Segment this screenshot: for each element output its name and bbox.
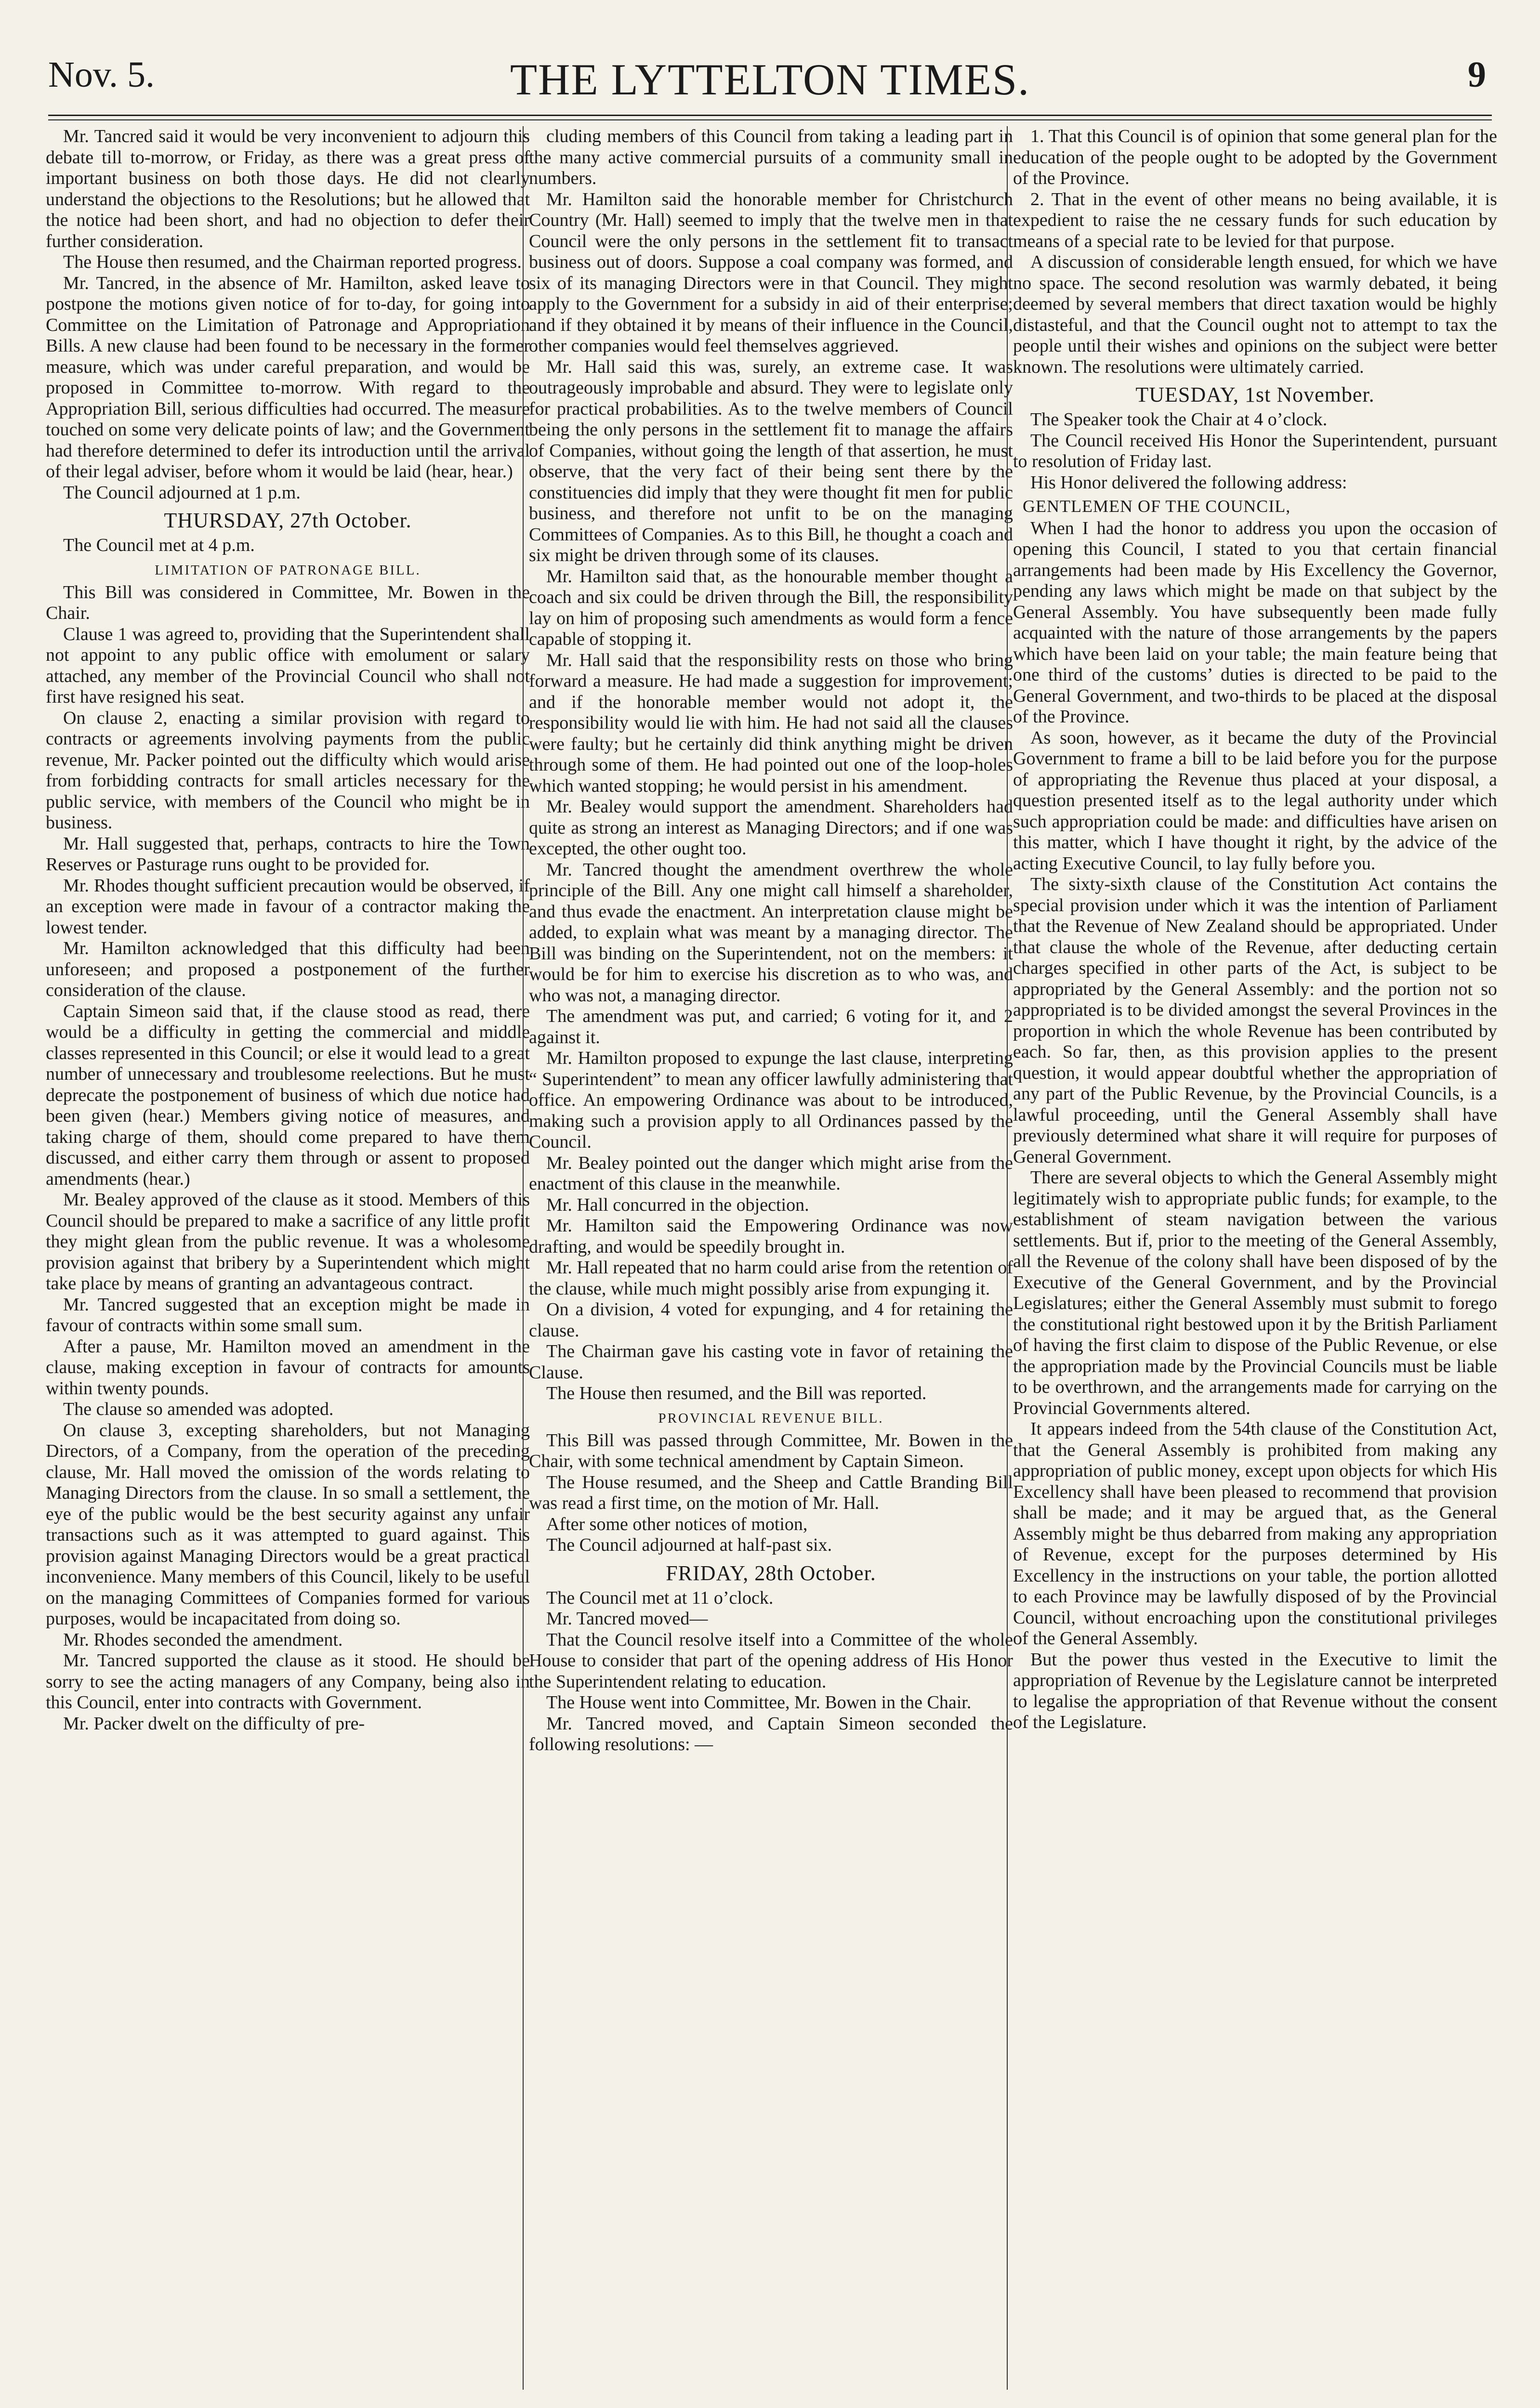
article-paragraph: A discussion of considerable length ensued, for which we have no space. The second resolution was warmly debated, it being deemed by several members that direct taxation would be highly distasteful, and that the Council ought not to attempt to tax the people until their wishes and opinions on the subject were better known. The resolutions were ultimately carried. [1013,252,1497,377]
article-paragraph: Mr. Hamilton said the honorable member for Christchurch Country (Mr. Hall) seemed to imply that the twelve men in that Council were the only persons in the settlement fit to transact business out of doors. Suppose a coal company was formed, and six of its managing Directors were in that Council. They might apply to the Government for a subsidy in aid of their enterprise; and if they obtained it by means of their influence in the Council, other companies would feel themselves aggrieved. [529,189,1013,356]
column-2 [529,126,1013,2395]
section-date-heading: TUESDAY, 1st November. [1135,383,1375,406]
newspaper-title: THE LYTTELTON TIMES. [510,55,1030,104]
article-paragraph: Mr. Hall concurred in the objection. [546,1194,809,1215]
article-paragraph: Mr. Tancred suggested that an exception might be made in favour of contracts within some small sum. [46,1294,530,1335]
article-paragraph: This Bill was considered in Committee, Mr. Bowen in the Chair. [46,582,530,623]
column-divider [523,126,524,2390]
article-paragraph: Mr. Bealey would support the amendment. Shareholders had quite as strong an interest as Managing Directors; and if one was excepted, the other ought too. [529,797,1013,859]
article-paragraph: Mr. Hall suggested that, perhaps, contracts to hire the Town Reserves or Pasturage runs ought to be provided for. [46,833,530,875]
article-paragraph: It appears indeed from the 54th clause of the Constitution Act, that the General Assembly is prohibited from making any appropriation of public money, except upon objects for which His Excellency shall have been pleased to recommend that provision shall be made; and it may be argued that, as the General Assembly might be thus debarred from making any appropriation of Revenue, except for the purposes determined by His Excellency in the instructions on your table, the portion allotted to each Province may be lawfully disposed of by the Provincial Council, without encroaching upon the constitutional privileges of the General Assembly. [1013,1419,1497,1649]
article-paragraph: The House then resumed, and the Chairman reported progress. [63,252,522,272]
article-paragraph: 1. That this Council is of opinion that some general plan for the education of the people ought to be adopted by the Government of the Province. [1013,126,1497,188]
article-paragraph: The House resumed, and the Sheep and Cattle Branding Bill was read a first time, on the motion of Mr. Hall. [529,1472,1013,1513]
article-paragraph: This Bill was passed through Committee, Mr. Bowen in the Chair, with some technical amendment by Captain Simeon. [529,1430,1013,1471]
bill-subheading: PROVINCIAL REVENUE BILL. [658,1410,884,1426]
article-paragraph: The Council met at 4 p.m. [63,535,255,555]
article-paragraph: Mr. Hamilton acknowledged that this difficulty had been unforeseen; and proposed a postponement of the further consideration of the clause. [46,938,530,1000]
article-paragraph: Mr. Hall said that the responsibility rests on those who bring forward a measure. He had made a suggestion for improvement; and if the honorable member would not adopt it, the responsibility would lie with him. He had not said all the clauses were faulty; but he certainly did think anything might be driven through some of them. He had pointed out one of the loop-holes which wanted stopping; he would persist in his amendment. [529,650,1013,796]
column-1 [46,126,530,2395]
article-paragraph: The House went into Committee, Mr. Bowen in the Chair. [546,1692,972,1713]
masthead [48,54,1492,112]
header-rule [48,115,1492,116]
article-paragraph: Mr. Tancred supported the clause as it stood. He should be sorry to see the acting managers of any Company, being also in this Council, enter into contracts with Government. [46,1650,530,1713]
article-paragraph: Mr. Hamilton said the Empowering Ordinance was now drafting, and would be speedily brought in. [529,1216,1013,1257]
column-divider [1007,126,1008,2390]
article-paragraph: Clause 1 was agreed to, providing that the Superintendent shall not appoint to any public office with emolument or salary attached, any member of the Provincial Council who shall not first have resigned his seat. [46,624,530,707]
article-paragraph: Mr. Bealey pointed out the danger which might arise from the enactment of this clause in the meanwhile. [529,1152,1013,1194]
article-paragraph: The clause so amended was adopted. [63,1399,334,1419]
article-paragraph: Captain Simeon said that, if the clause stood as read, there would be a difficulty in getting the commercial and middle classes represented in this Council; or else it would lead to a great number of unnecessary and troublesome reelections. But he must deprecate the postponement of business of which due notice had been given (hear.) Members giving notice of measures, and taking charge of them, should come prepared to have them discussed, and either carry them through or assent to proposed amendments (hear.) [46,1001,530,1189]
article-paragraph: Mr. Tancred said it would be very inconvenient to adjourn this debate till to-morrow, or Friday, as there was a great press of important business on both those days. He did not clearly understand the objections to the Resolutions; but he allowed that the notice had been short, and had no objection to defer their further consideration. [46,126,530,251]
article-paragraph: The sixty-sixth clause of the Constitution Act contains the special provision under which it was the intention of Parliament that the Revenue of New Zealand should be appropriated. Under that clause the whole of the Revenue, after deducting certain charges specified in other parts of the Act, is subject to be appropriated by the General Assembly: and the portion not so appropriated is to be divided amongst the several Provinces in the proportion in which the whole Revenue has been contributed by each. So far, then, as this provision applies to the present question, it would appear doubtful whether the appropriation of any part of the Public Revenue, by the Provincial Councils, is a lawful proceeding, until the General Assembly shall have previously determined what share it will require for purposes of General Government. [1013,874,1497,1167]
article-paragraph: Mr. Hamilton said that, as the honourable member thought a coach and six could be driven through the Bill, the responsibility lay on him of proposing such amendments as would form a fence capable of stopping it. [529,566,1013,649]
article-paragraph: When I had the honor to address you upon the occasion of opening this Council, I stated to you that certain financial arrangements had been made by His Excellency the Governor, pending any laws which might be made on that subject by the General Assembly. You have subsequently been made fully acquainted with the nature of those arrangements by the papers which have been laid on your table; the main feature being that one third of the customs’ duties is directed to be paid to the General Government, and two-thirds to be placed at the disposal of the Province. [1013,518,1497,727]
article-paragraph: There are several objects to which the General Assembly might legitimately wish to appropriate public funds; for example, to the establishment of steam navigation between the various settlements. But if, prior to the meeting of the General Assembly, all the Revenue of the colony shall have been disposed of by the Executive of the General Government, and by the Provincial Legislatures; either the General Assembly must submit to forego the constitutional right bestowed upon it by the British Parliament of having the first claim to dispose of the Public Revenue, or else the appropriation made by the Provincial Councils must be liable to be overthrown, and the arrangements made for carrying on the Provincial Governments altered. [1013,1167,1497,1418]
article-paragraph: As soon, however, as it became the duty of the Provincial Government to frame a bill to be laid before you for the purpose of appropriating the Revenue thus placed at your disposal, a question presented itself as to the legal authority under which such appropriation could be made: and difficulties have arisen on this matter, which I have thought it right, by the advice of the acting Executive Council, to lay fully before you. [1013,727,1497,874]
article-paragraph: The amendment was put, and carried; 6 voting for it, and 2 against it. [529,1006,1013,1047]
article-paragraph: Mr. Rhodes seconded the amendment. [63,1629,343,1650]
article-paragraph: The Speaker took the Chair at 4 o’clock. [1030,409,1328,430]
article-paragraph: Mr. Tancred thought the amendment overthrew the whole principle of the Bill. Any one might call himself a shareholder, and thus evade the enactment. An interpretation clause might be added, to explain what was meant by a managing director. The Bill was binding on the Superintendent, not on the members: it would be for him to exercise his discretion as to who was, and who was not, a managing director. [529,859,1013,1006]
article-paragraph: Mr. Tancred moved, and Captain Simeon seconded the following resolutions: — [529,1713,1013,1754]
article-paragraph: His Honor delivered the following address: [1030,472,1347,493]
section-date-heading: THURSDAY, 27th October. [164,509,412,532]
article-paragraph: Mr. Hamilton proposed to expunge the last clause, interpreting “ Superintendent” to mean any officer lawfully administering that office. An empowering Ordinance was about to be introduced, making such a provision apply to all Ordinances passed by the Council. [529,1048,1013,1152]
article-paragraph: But the power thus vested in the Executive to limit the appropriation of Revenue by the Legislature cannot be interpreted to legalise the appropriation of that Revenue without the consent of the Legislature. [1013,1649,1497,1732]
article-paragraph: Mr. Tancred, in the absence of Mr. Hamilton, asked leave to postpone the motions given notice of for to-day, for going into Committee on the Limitation of Patronage and Appropriation Bills. A new clause had been found to be necessary in the former measure, which was under careful preparation, and would be proposed in Committee to-morrow. With regard to the Appropriation Bill, serious difficulties had occurred. The measure touched on some very delicate points of law; and the Government had therefore determined to defer its introduction until the arrival of their legal adviser, before whom it would be laid (hear, hear.) [46,273,530,482]
article-paragraph: That the Council resolve itself into a Committee of the whole House to consider that part of the opening address of His Honor the Superintendent relating to education. [529,1629,1013,1692]
article-paragraph: Mr. Tancred moved— [546,1609,708,1629]
article-paragraph: The Council met at 11 o’clock. [546,1587,774,1608]
article-paragraph: Mr. Hall said this was, surely, an extreme case. It was outrageously improbable and absurd. They were to legislate only for practical probabilities. As to the twelve members of Council being the only persons in the settlement fit to manage the affairs of Companies, without going the length of that assertion, he must observe, that the very fact of their being sent there by the constituencies did imply that they were thought fit men for public business, and therefore not unfit to be on the managing Committees of Companies. As to this Bill, he thought a coach and six might be driven through some of its clauses. [529,356,1013,565]
article-paragraph: 2. That in the event of other means no being available, it is expedient to raise the ne cessary funds for such education by means of a special rate to be levied for that purpose. [1013,189,1497,251]
issue-date: Nov. 5. [48,54,155,95]
article-paragraph: After a pause, Mr. Hamilton moved an amendment in the clause, making exception in favour of contracts for amounts within twenty pounds. [46,1336,530,1399]
article-paragraph: cluding members of this Council from taking a leading part in the many active commercial pursuits of a community small in numbers. [529,126,1013,188]
header-rule-double [48,119,1492,120]
article-paragraph: Mr. Hall repeated that no harm could arise from the retention of the clause, while much might possibly arise from expunging it. [529,1257,1013,1299]
article-paragraph: On clause 3, excepting shareholders, but not Managing Directors, of a Company, from the operation of the preceding clause, Mr. Hall moved the omission of the words relating to Managing Directors from the clause. In so small a settlement, the eye of the public would be the best security against any unfair transactions such as it was attempted to guard against. This provision against Managing Directors would be a great practical inconvenience. Many members of this Council, likely to be useful on the managing Committees of Companies formed for various purposes, would be incapacitated from doing so. [46,1420,530,1629]
article-paragraph: The Chairman gave his casting vote in favor of retaining the Clause. [529,1341,1013,1383]
bill-subheading: LIMITATION OF PATRONAGE BILL. [155,562,421,578]
section-date-heading: FRIDAY, 28th October. [666,1561,876,1585]
page-number: 9 [1468,54,1486,95]
article-paragraph: The Council adjourned at 1 p.m. [63,482,301,503]
article-paragraph: After some other notices of motion, [546,1514,808,1534]
article-paragraph: The House then resumed, and the Bill was reported. [546,1383,927,1403]
column-3 [1013,126,1497,2395]
article-paragraph: The Council received His Honor the Superintendent, pursuant to resolution of Friday last. [1013,430,1497,471]
article-paragraph: On clause 2, enacting a similar provision with regard to contracts or agreements involving payments from the public revenue, Mr. Packer pointed out the difficulty which would arise from forbidding contracts for small articles necessary for the public service, with members of the Council who might be in business. [46,707,530,833]
article-paragraph: The Council adjourned at half-past six. [546,1535,832,1555]
address-salutation: GENTLEMEN OF THE COUNCIL, [1023,497,1291,516]
article-paragraph: Mr. Rhodes thought sufficient precaution would be observed, if an exception were made in favour of a contractor making the lowest tender. [46,875,530,938]
article-paragraph: On a division, 4 voted for expunging, and 4 for retaining the clause. [529,1299,1013,1341]
article-paragraph: Mr. Bealey approved of the clause as it stood. Members of this Council should be prepared to make a sacrifice of any little profit they might glean from the public revenue. It was a wholesome provision against that bribery by a Superintendent which might take place by means of granting an advantageous contract. [46,1190,530,1294]
article-paragraph: Mr. Packer dwelt on the difficulty of pre- [63,1713,365,1734]
